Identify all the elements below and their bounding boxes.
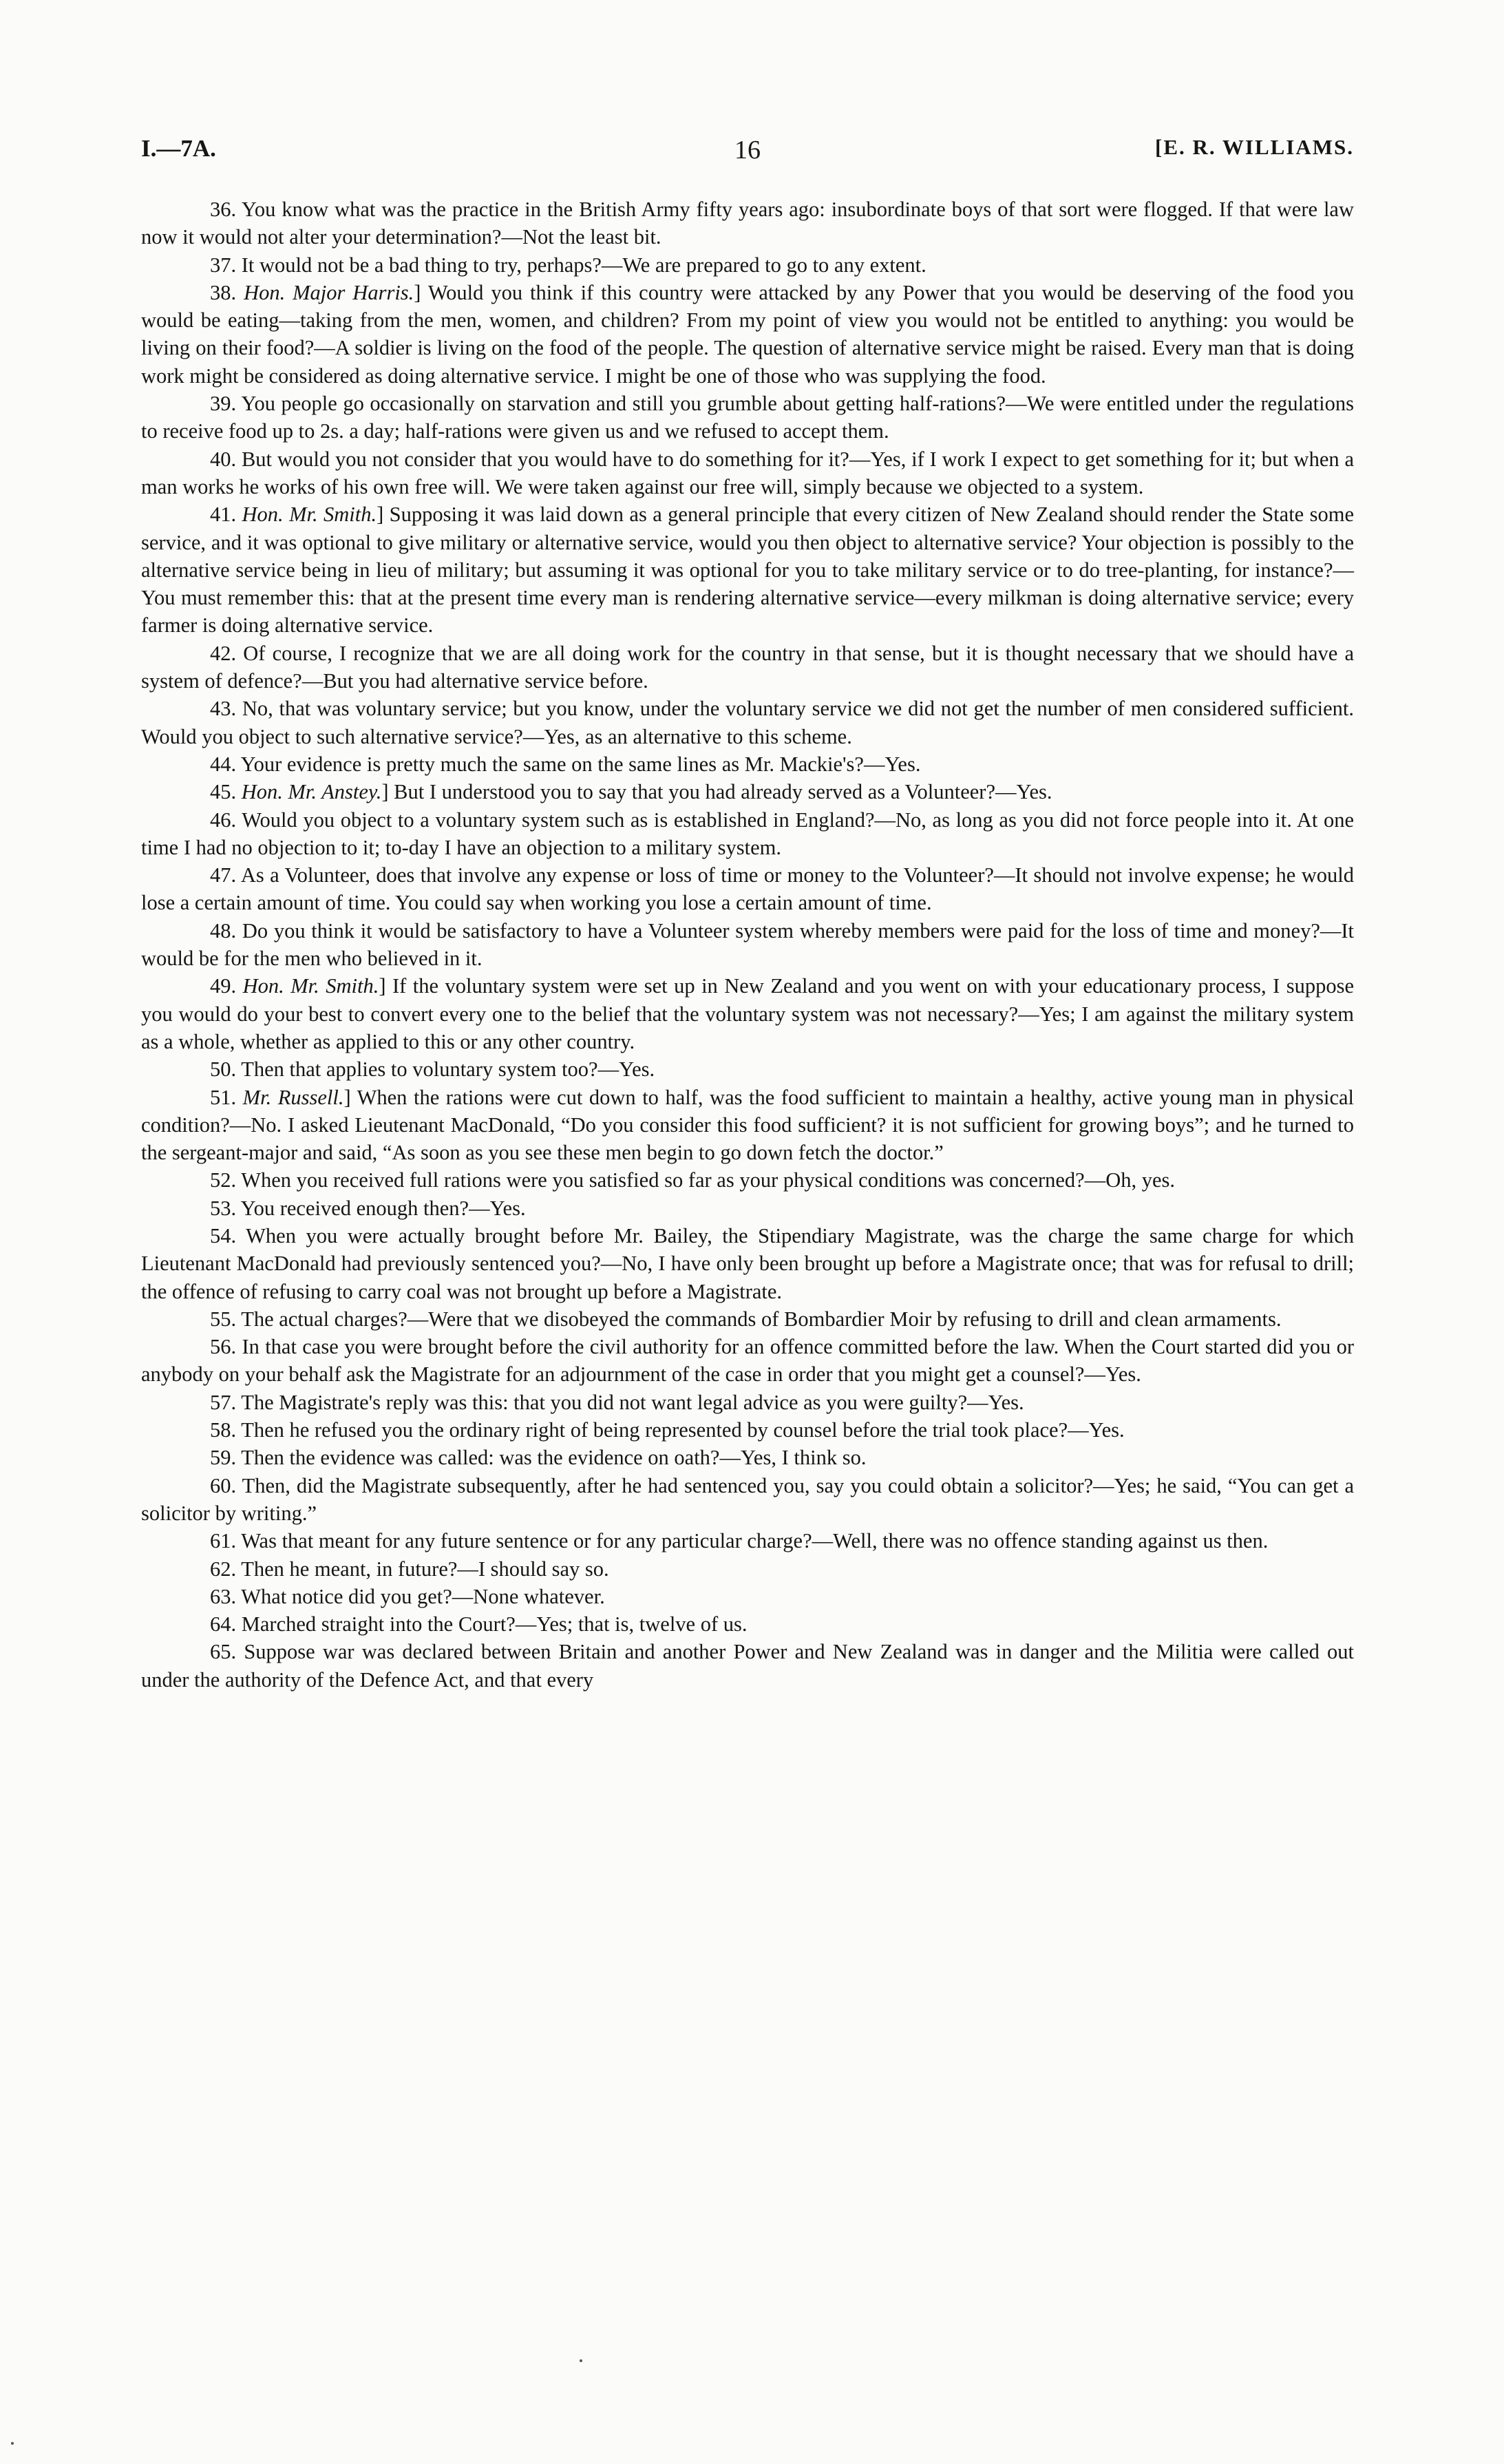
paragraph-52: 52. When you received full rations were you satisfied so far as your physical conditions was concerned?—Oh, yes. (210, 1168, 1176, 1192)
speaker-name: Hon. Mr. Anstey. (241, 780, 382, 804)
paragraph-50: 50. Then that applies to voluntary system too?—Yes. (210, 1057, 655, 1082)
paragraph-53: 53. You received enough then?—Yes. (210, 1196, 526, 1220)
paragraph-42: 42. Of course, I recognize that we are all doing work for the country in that sense, but it is thought necessary that we should have a system of defence?—But you had alternative service before. (141, 641, 1354, 693)
question-number: 45. (210, 780, 237, 804)
paragraph-60: 60. Then, did the Magistrate subsequently, after he had sentenced you, say you could obtain a solicitor?—Yes; he said, “You can get a solicitor by writing.” (141, 1473, 1354, 1525)
paragraph-47: 47. As a Volunteer, does that involve any expense or loss of time or money to the Volunteer?—It should not involve expense; he would lose a certain amount of time. You could say when working you lose a certain amount of time. (141, 863, 1354, 915)
paragraph-45: 45. Hon. Mr. Anstey.] But I understood you to say that you had already served as a Volunteer?—Yes. (210, 780, 1052, 804)
document-body (141, 196, 1354, 1694)
question-number: 51. (210, 1085, 237, 1109)
speaker-name: Hon. Mr. Smith. (242, 974, 379, 998)
paragraph-55: 55. The actual charges?—Were that we disobeyed the commands of Bombardier Moir by refusing to drill and clean armaments. (210, 1307, 1282, 1331)
paragraph-48: 48. Do you think it would be satisfactory to have a Volunteer system whereby members were paid for the loss of time and money?—It would be for the men who believed in it. (141, 918, 1354, 971)
paragraph-37: 37. It would not be a bad thing to try, perhaps?—We are prepared to go to any extent. (210, 253, 926, 277)
paragraph-57: 57. The Magistrate's reply was this: that you did not want legal advice as you were guilty?—Yes. (210, 1390, 1024, 1414)
question-number: 41. (210, 503, 237, 527)
paragraph-38: 38. Hon. Major Harris.] Would you think if this country were attacked by any Power that you would be deserving of the food you would be eating—taking from the men, women, and children? From my point of view you would not be entitled to anything: you would be living on their food?—A soldier is living on the food of the people. The question of alternative service might be raised. Every man that is doing work might be considered as doing alternative service. I might be one of those who was supplying the food. (141, 280, 1354, 388)
paragraph-46: 46. Would you object to a voluntary system such as is established in England?—No, as long as you did not force people into it. At one time I had no objection to it; to-day I have an objection to a military system. (141, 808, 1354, 859)
question-number: 49. (210, 974, 237, 998)
paragraph-54: 54. When you were actually brought before Mr. Bailey, the Stipendiary Magistrate, was the charge the same charge for which Lieutenant MacDonald had previously sentenced you?—No, I have only been brought up before a Magistrate once; that was for refusal to drill; the offence of refusing to carry coal was not brought up before a Magistrate. (141, 1223, 1354, 1303)
paragraph-36: 36. You know what was the practice in the British Army fifty years ago: insubordinate boys of that sort were flogged. If that were law now it would not alter your determination?—Not the least bit. (141, 198, 1354, 249)
paragraph-40: 40. But would you not consider that you would have to do something for it?—Yes, if I work I expect to get something for it; but when a man works he works of his own free will. We were taken against our free will, simply because we objected to a system. (141, 447, 1354, 498)
paragraph-56: 56. In that case you were brought before the civil authority for an offence committed before the law. When the Court started did you or anybody on your behalf ask the Magistrate for an adjournment of the case in order that you might get a counsel?—Yes. (141, 1335, 1354, 1387)
paragraph-59: 59. Then the evidence was called: was the evidence on oath?—Yes, I think so. (210, 1446, 867, 1470)
header-witness-name: [E. R. WILLIAMS. (1155, 135, 1354, 159)
paragraph-43: 43. No, that was voluntary service; but you know, under the voluntary service we did not get the number of men considered sufficient. Would you object to such alternative service?—Yes, as an alternative to this scheme. (141, 697, 1354, 748)
speaker-name: Hon. Mr. Smith. (242, 503, 377, 527)
header-reference: I.—7A. (141, 135, 216, 162)
question-number: 38. (210, 280, 237, 304)
page-number: 16 (734, 136, 761, 165)
paragraph-41: 41. Hon. Mr. Smith.] Supposing it was laid down as a general principle that every citizen of New Zealand should render the State some service, and it was optional to give military or alternative service, would you then object to alternative service? Your objection is possibly to the alternative service being in lieu of military; but assuming it was optional for you to take military service or to do tree-planting, for instance?—You must remember this: that at the present time every man is rendering alternative service—every milkman is doing alternative service; every farmer is doing alternative service. (141, 503, 1354, 638)
paragraph-58: 58. Then he refused you the ordinary right of being represented by counsel before the trial took place?—Yes. (210, 1418, 1125, 1442)
scan-speck (580, 2359, 582, 2362)
paragraph-63: 63. What notice did you get?—None whatever. (210, 1584, 605, 1608)
paragraph-62: 62. Then he meant, in future?—I should say so. (210, 1557, 609, 1581)
paragraph-65: 65. Suppose war was declared between Britain and another Power and New Zealand was in danger and the Militia were called out under the authority of the Defence Act, and that every (141, 1640, 1354, 1692)
scan-speck (11, 2442, 14, 2445)
paragraph-39: 39. You people go occasionally on starvation and still you grumble about getting half-rations?—We were entitled under the regulations to receive food up to 2s. a day; half-rations were given us and we refused to accept them. (141, 392, 1354, 443)
paragraph-51: 51. Mr. Russell.] When the rations were cut down to half, was the food sufficient to maintain a healthy, active young man in physical condition?—No. I asked Lieutenant MacDonald, “Do you consider this food sufficient? it is not sufficient for growing boys”; and he turned to the sergeant-major and said, “As soon as you see these men begin to go down fetch the doctor.” (141, 1085, 1355, 1165)
paragraph-61: 61. Was that meant for any future sentence or for any particular charge?—Well, there was no offence standing against us then. (210, 1529, 1269, 1553)
speaker-name: Mr. Russell. (242, 1085, 344, 1109)
paragraph-44: 44. Your evidence is pretty much the same on the same lines as Mr. Mackie's?—Yes. (210, 752, 921, 776)
speaker-name: Hon. Major Harris. (244, 280, 414, 304)
paragraph-49: 49. Hon. Mr. Smith.] If the voluntary system were set up in New Zealand and you went on with your educationary process, I suppose you would do your best to convert every one to the belief that the voluntary system was not necessary?—Yes; I am against the military system as a whole, whether as applied to this or any other country. (141, 974, 1354, 1053)
paragraph-64: 64. Marched straight into the Court?—Yes; that is, twelve of us. (210, 1612, 748, 1636)
page-header (141, 135, 1354, 169)
